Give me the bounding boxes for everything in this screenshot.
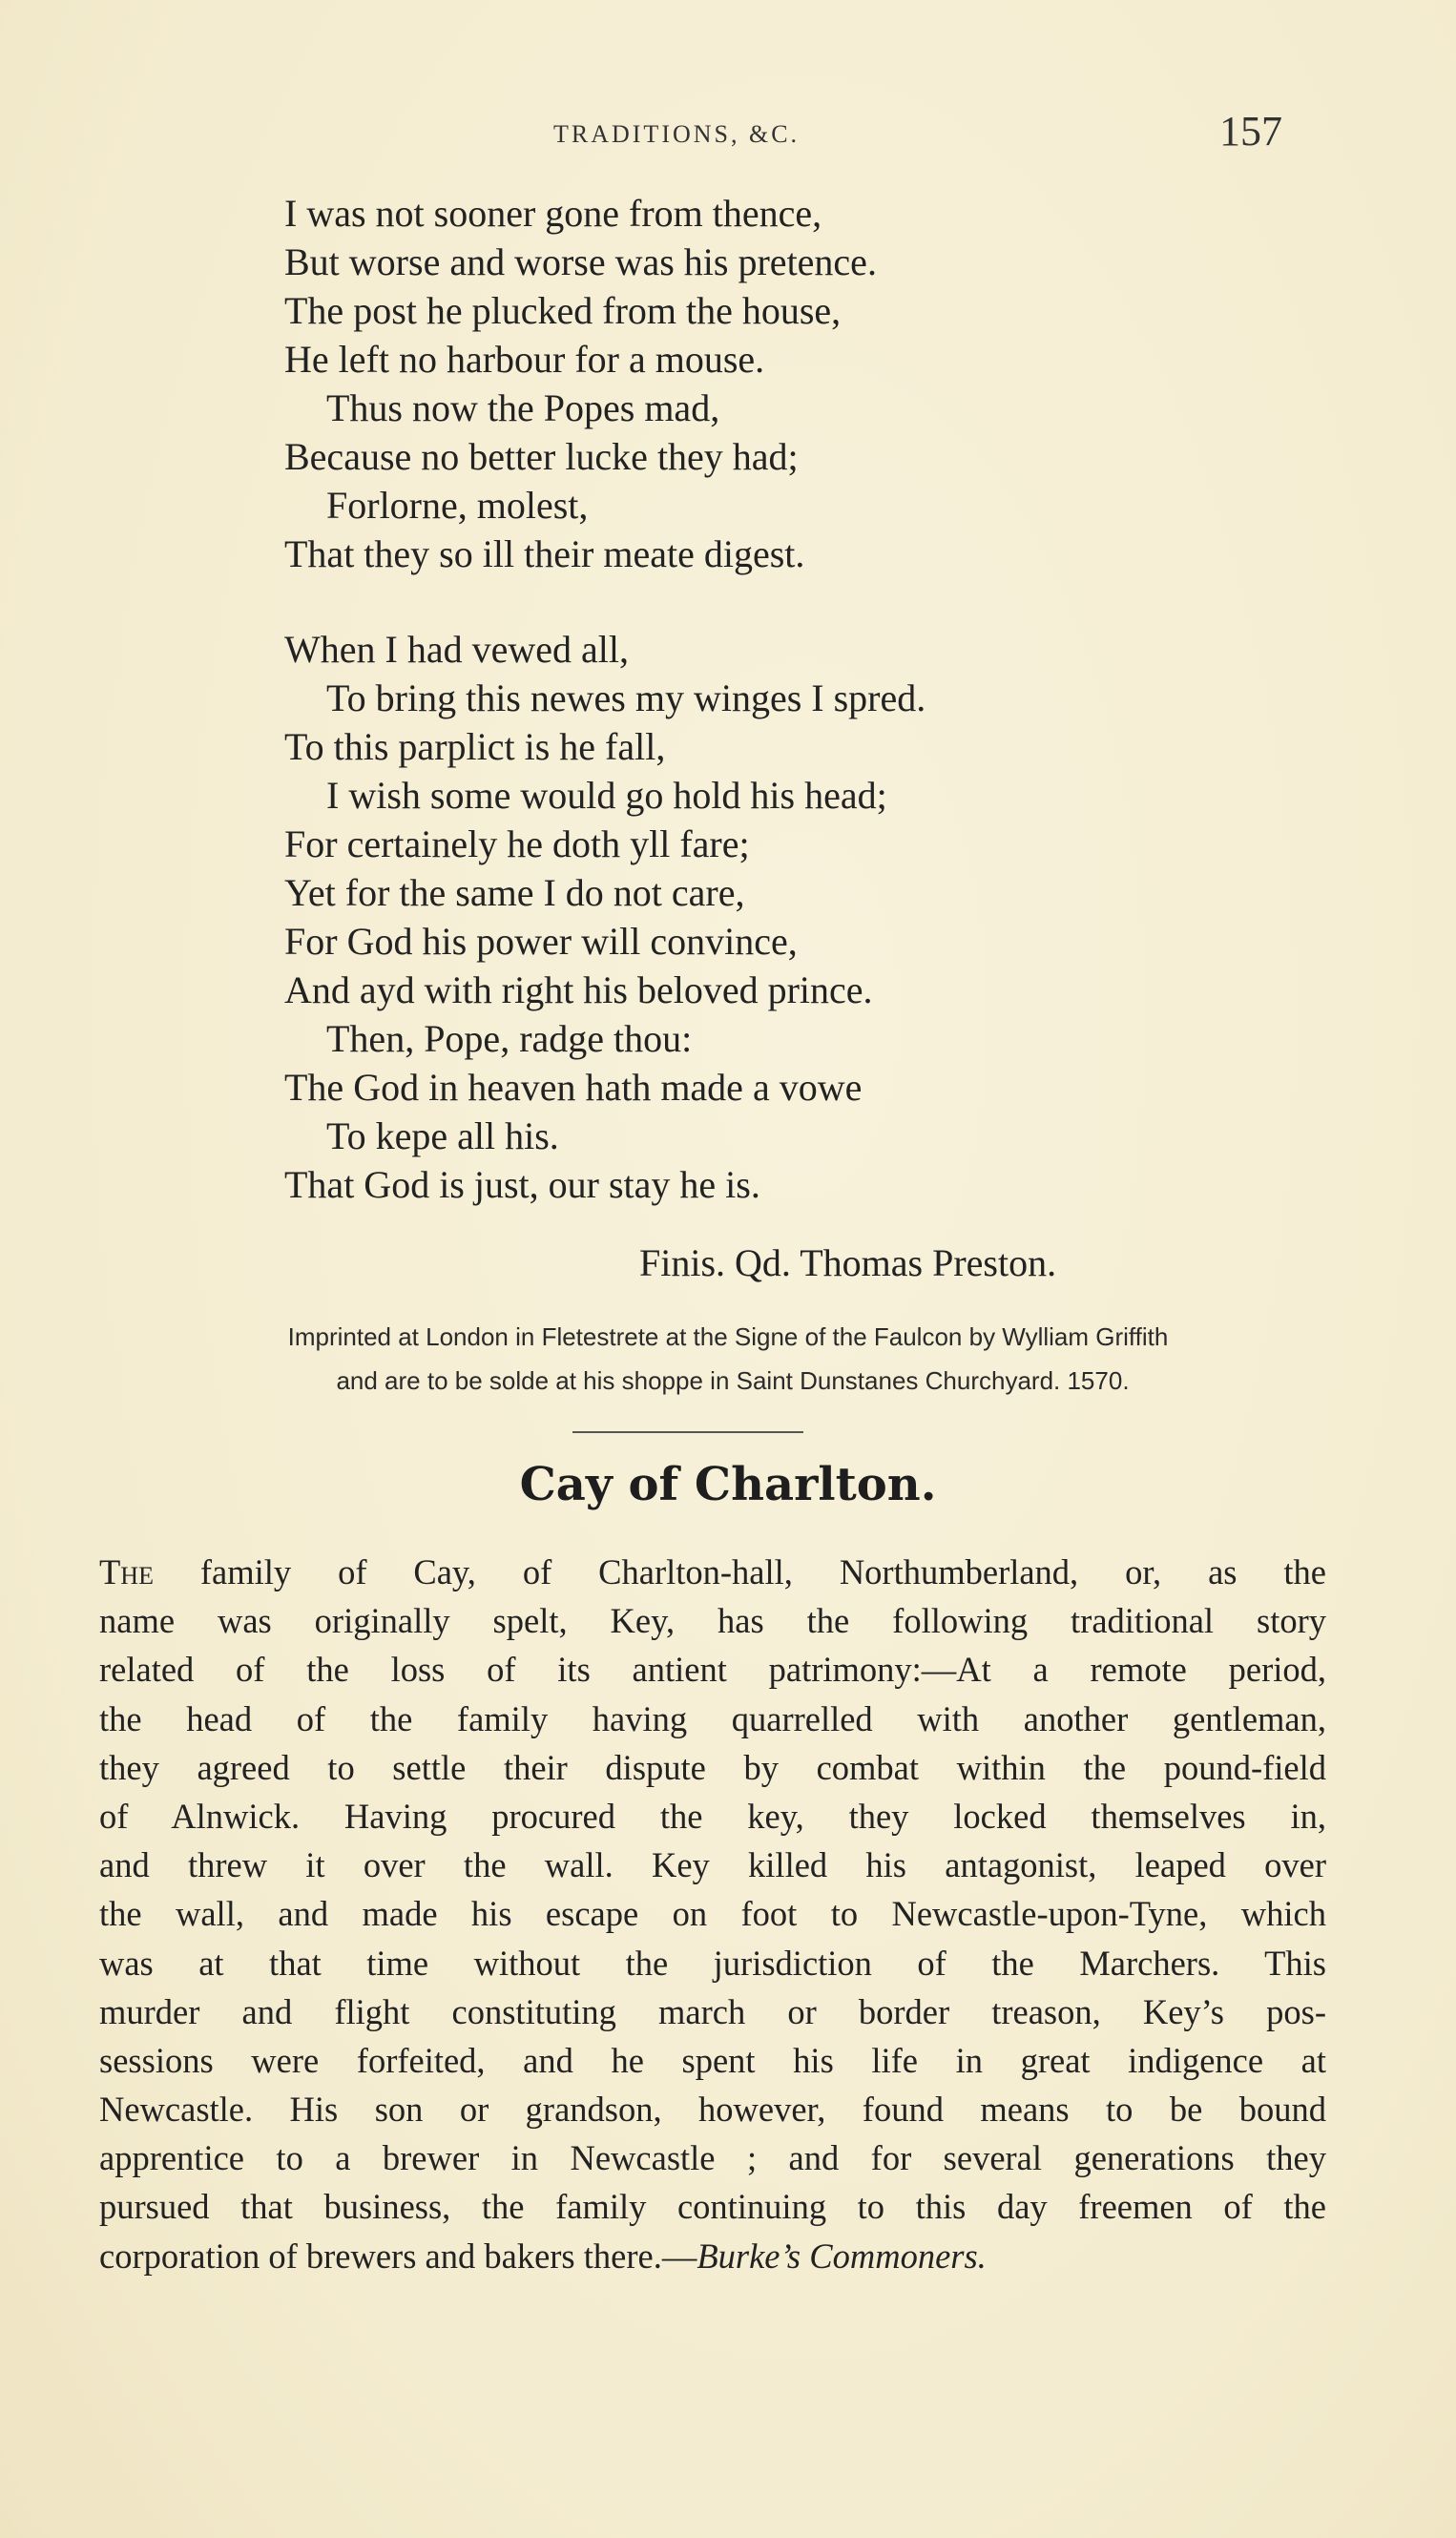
poem-line: For God his power will convince, (284, 920, 798, 963)
paragraph-line (99, 1548, 1326, 1596)
paragraph-line (99, 2232, 1326, 2280)
citation: Burke’s Commoners. (697, 2236, 987, 2276)
paragraph-line: pursued that business, the family continuing to this day freemen of the (99, 2187, 1326, 2227)
poem-line: I wish some would go hold his head; (326, 774, 887, 817)
poem-line: To kepe all his. (326, 1114, 559, 1157)
poem (284, 189, 1238, 1209)
paragraph-line: and threw it over the wall. Key killed his antagonist, leaped over (99, 1845, 1326, 1885)
section-title: Cay of Charlton. (519, 1458, 937, 1511)
poem-line: For certainely he doth yll fare; (284, 822, 750, 865)
poem-line: Forlorne, molest, (326, 484, 589, 527)
paragraph-line: of Alnwick. Having procured the key, they locked themselves in, (99, 1796, 1326, 1836)
poem-line: Yet for the same I do not care, (284, 871, 745, 914)
poem-line: He left no harbour for a mouse. (284, 338, 765, 381)
paragraph-line: name was originally spelt, Key, has the following traditional story (99, 1601, 1326, 1641)
poem-line: I was not sooner gone from thence, (284, 192, 822, 235)
paragraph-line: they agreed to settle their dispute by combat within the pound-field (99, 1747, 1326, 1787)
poem-line: That God is just, our stay he is. (284, 1163, 760, 1206)
page-number: 157 (1219, 108, 1282, 155)
poem-line: The post he plucked from the house, (284, 289, 842, 332)
paragraph-line: was at that time without the jurisdiction of the Marchers. This (99, 1943, 1326, 1983)
imprint-line: and are to be solde at his shoppe in Saint Dunstanes Churchyard. 1570. (336, 1366, 1130, 1395)
poem-stanza (284, 189, 1238, 578)
section-body (99, 1548, 1326, 2280)
paragraph-line: related of the loss of its antient patrimony:—At a remote period, (99, 1650, 1326, 1690)
poem-line: But worse and worse was his pretence. (284, 240, 877, 283)
imprint (0, 1315, 1456, 1403)
paragraph-line: apprentice to a brewer in Newcastle ; and for several generations they (99, 2138, 1326, 2178)
page-header (0, 107, 1456, 164)
paragraph-first-word: The (99, 1552, 154, 1591)
poem-line: To bring this newes my winges I spred. (326, 676, 926, 719)
poem-line: To this parplict is he fall, (284, 725, 666, 768)
poem-line: And ayd with right his beloved prince. (284, 968, 873, 1011)
poem-line: The God in heaven hath made a vowe (284, 1066, 863, 1109)
paragraph-line: sessions were forfeited, and he spent his life in great indigence at (99, 2040, 1326, 2080)
paragraph-line: murder and flight constituting march or border treason, Key’s pos- (99, 1991, 1326, 2031)
poem-line: That they so ill their meate digest. (284, 532, 805, 575)
poem-line: Thus now the Popes mad, (326, 386, 720, 429)
paragraph-line-text: family of Cay, of Charlton-hall, Northumberland, or, as the (153, 1552, 1326, 1591)
poem-line: Then, Pope, radge thou: (326, 1017, 693, 1060)
section-divider (572, 1431, 803, 1433)
running-head: TRADITIONS, &C. (553, 120, 801, 148)
poem-line: Because no better lucke they had; (284, 435, 799, 478)
poem-stanza (284, 625, 1238, 1209)
paragraph-line: Newcastle. His son or grandson, however, found means to be bound (99, 2090, 1326, 2130)
poem-line: When I had vewed all, (284, 628, 629, 671)
imprint-line: Imprinted at London in Fletestrete at the Signe of the Faulcon by Wylliam Griffith (287, 1322, 1169, 1351)
paragraph-line: the head of the family having quarrelled with another gentleman, (99, 1698, 1326, 1738)
paragraph-line: the wall, and made his escape on foot to Newcastle-upon-Tyne, which (99, 1894, 1326, 1934)
paragraph-line-text: corporation of brewers and bakers there.— (99, 2236, 697, 2276)
poem-signature: Finis. Qd. Thomas Preston. (639, 1241, 1057, 1284)
